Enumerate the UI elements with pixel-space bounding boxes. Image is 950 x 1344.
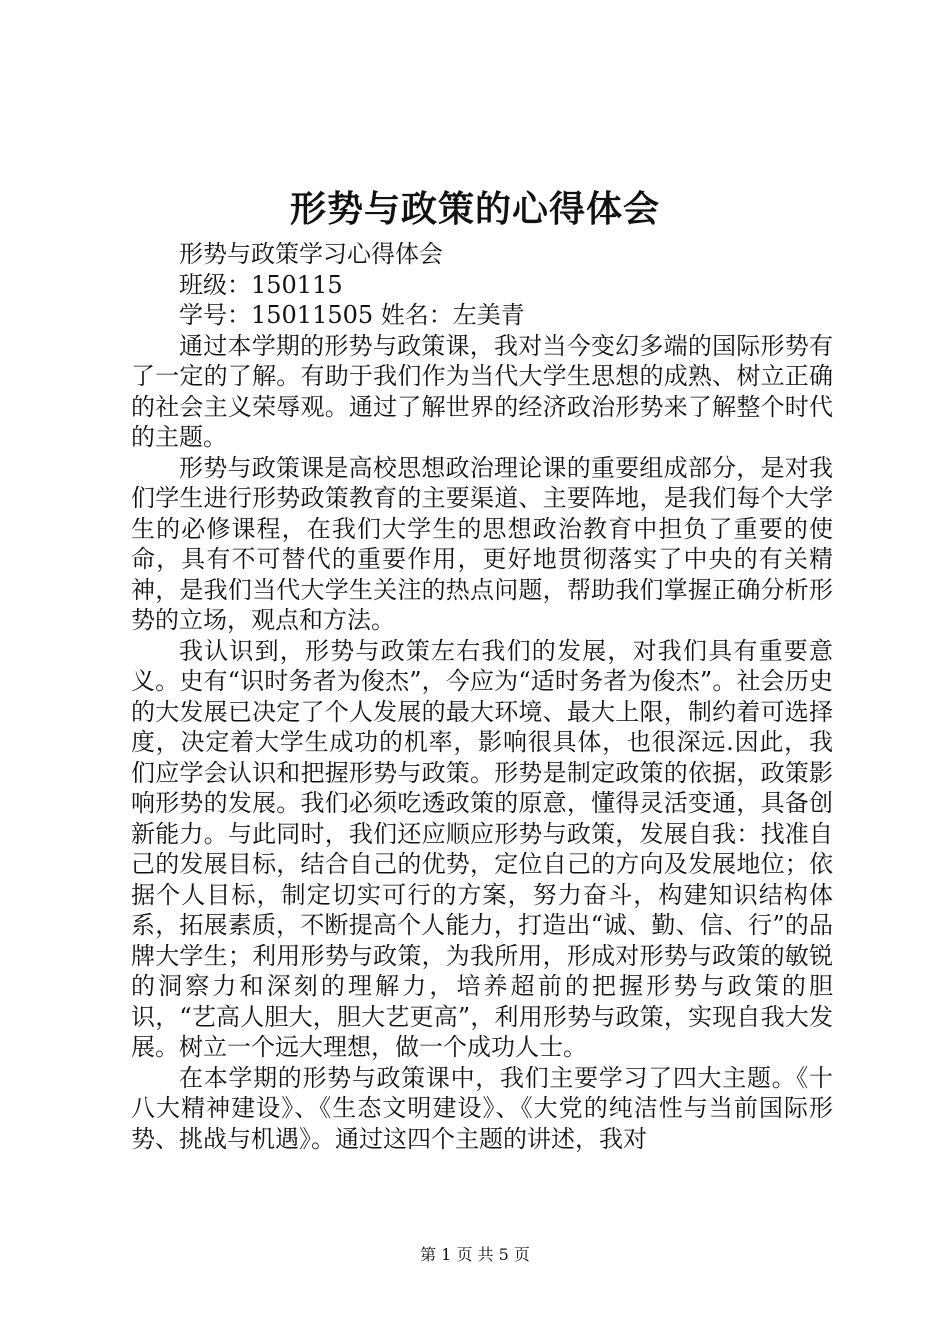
student-id-line: 学号：15011505 姓名：左美青 [179,301,525,329]
paragraph: 形势与政策课是高校思想政治理论课的重要组成部分，是对我们学生进行形势政策教育的主要渠道、主要阵地，是我们每个大学生的必修课程，在我们大学生的思想政治教育中担负了重要的使命，具有不可替代的重要作用，更好地贯彻落实了中央的有关精神，是我们当代大学生关注的热点问题，帮助我们掌握正确分析形势的立场，观点和方法。 [131,453,833,634]
document-title: 形势与政策的心得体会 [289,188,660,230]
document-body [131,239,833,1154]
paragraph: 在本学期的形势与政策课中，我们主要学习了四大主题。《十八大精神建设》、《生态文明建设》、《大党的纯洁性与当前国际形势、挑战与机遇》。通过这四个主题的讲述，我对 [131,1063,833,1153]
paragraph: 通过本学期的形势与政策课，我对当今变幻多端的国际形势有了一定的了解。有助于我们作为当代大学生思想的成熟、树立正确的社会主义荣辱观。通过了解世界的经济政治形势来了解整个时代的主题。 [131,331,833,451]
page-footer: 第 1 页 共 5 页 [420,1245,530,1264]
paragraph: 我认识到，形势与政策左右我们的发展，对我们具有重要意义。史有“识时务者为俊杰”，今应为“适时务者为俊杰”。社会历史的大发展已决定了个人发展的最大环境、最大上限，制约着可选择度，决定着大学生成功的机率，影响很具体，也很深远.因此，我们应学会认识和把握形势与政策。形势是制定政策的依据，政策影响形势的发展。我们必须吃透政策的原意，懂得灵活变通，具备创新能力。与此同时，我们还应顺应形势与政策，发展自我：找准自己的发展目标，结合自己的优势，定位自己的方向及发展地位；依据个人目标，制定切实可行的方案，努力奋斗，构建知识结构体系，拓展素质，不断提高个人能力，打造出“诚、勤、信、行”的品牌大学生；利用形势与政策，为我所用，形成对形势与政策的敏锐的洞察力和深刻的理解力，培养超前的把握形势与政策的胆识，“艺高人胆大，胆大艺更高”，利用形势与政策，实现自我大发展。树立一个远大理想，做一个成功人士。 [131,636,833,1061]
subtitle-line: 形势与政策学习心得体会 [179,240,443,268]
class-line: 班级：150115 [179,270,343,299]
